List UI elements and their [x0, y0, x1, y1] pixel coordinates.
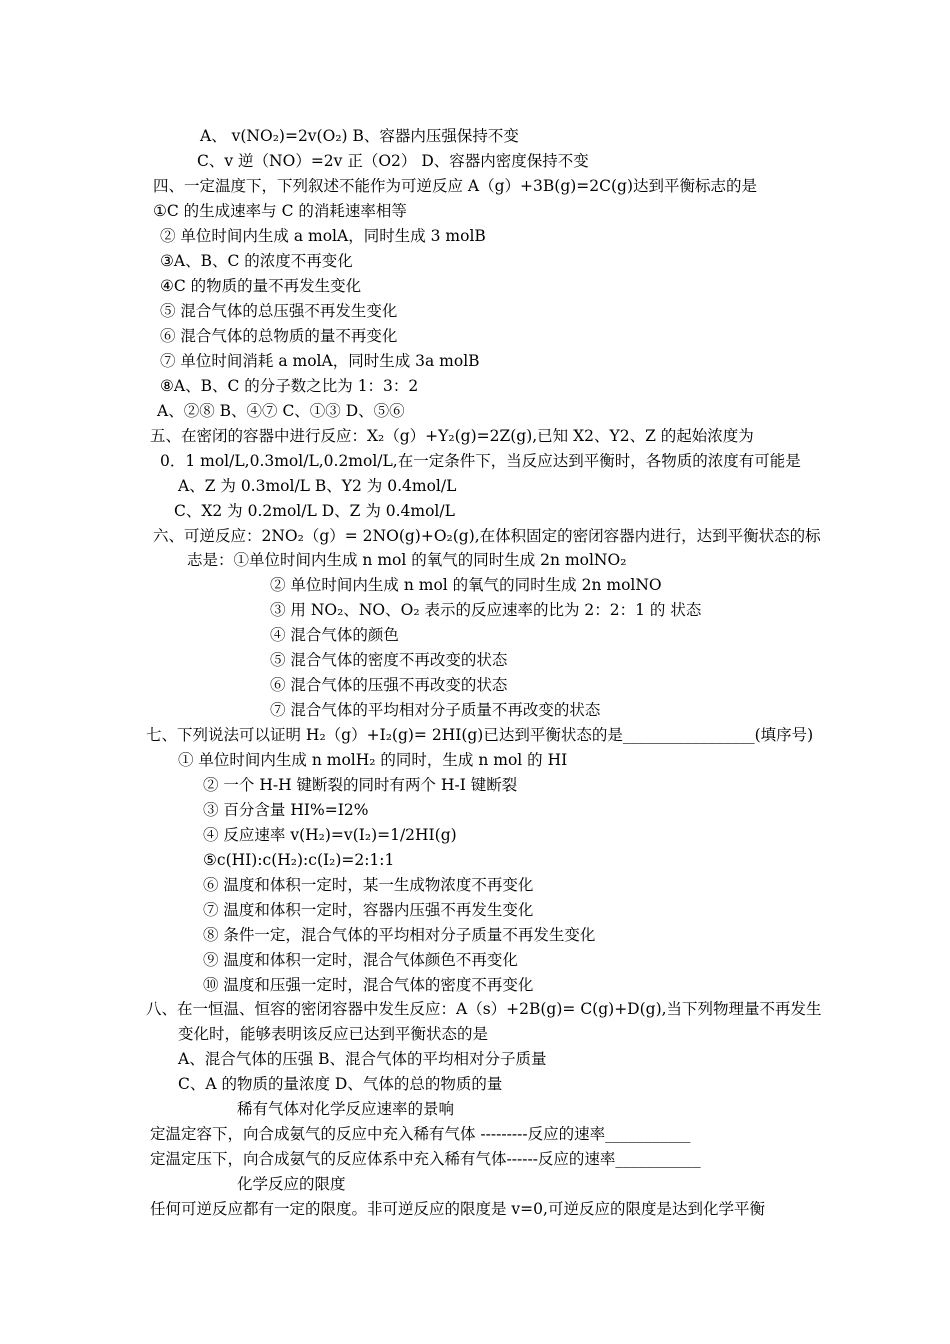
list-item: ③ 百分含量 HI%=I2%	[203, 801, 369, 819]
list-item: ⑤ 混合气体的总压强不再发生变化	[160, 302, 398, 320]
list-item: ⑧ 条件一定，混合气体的平均相对分子质量不再发生变化	[203, 926, 596, 944]
option-line: A、②⑧ B、④⑦ C、①③ D、⑤⑥	[157, 402, 405, 420]
list-item: ② 一个 H-H 键断裂的同时有两个 H-I 键断裂	[203, 776, 518, 794]
paragraph-line: 任何可逆反应都有一定的限度。非可逆反应的限度是 v=0,可逆反应的限度是达到化学平衡	[150, 1200, 765, 1218]
fill-in-line: 定温定压下，向合成氨气的反应体系中充入稀有气体------反应的速率___________	[150, 1150, 701, 1168]
list-item: ⑤c(HI):c(H₂):c(I₂)=2:1:1	[203, 851, 395, 869]
option-line: C、A 的物质的量浓度 D、气体的总的物质的量	[178, 1075, 503, 1093]
option-line: A、混合气体的压强 B、混合气体的平均相对分子质量	[178, 1050, 547, 1068]
question-5-heading: 五、在密闭的容器中进行反应：X₂（g）+Y₂(g)=2Z(g),已知 X2、Y2、Z 的起始浓度为	[150, 427, 754, 445]
list-item: ④C 的物质的量不再发生变化	[160, 277, 362, 295]
question-7-heading: 七、下列说法可以证明 H₂（g）+I₂(g)= 2HI(g)已达到平衡状态的是_________________(填序号)	[146, 726, 814, 744]
list-item: ③A、B、C 的浓度不再变化	[160, 252, 353, 270]
option-line: A、Z 为 0.3mol/L B、Y2 为 0.4mol/L	[178, 477, 457, 495]
list-item: ⑥ 温度和体积一定时，某一生成物浓度不再变化	[203, 876, 534, 894]
list-item: ⑨ 温度和体积一定时，混合气体颜色不再变化	[203, 951, 518, 969]
option-line: C、v 逆（NO）=2v 正（O2） D、容器内密度保持不变	[197, 152, 589, 170]
question-8-continuation: 变化时，能够表明该反应已达到平衡状态的是	[178, 1025, 489, 1043]
list-item: ⑤ 混合气体的密度不再改变的状态	[270, 651, 508, 669]
question-4-heading: 四、一定温度下，下列叙述不能作为可逆反应 A（g）+3B(g)=2C(g)达到平衡标志的是	[153, 177, 758, 195]
question-5-continuation: 0．1 mol/L,0.3mol/L,0.2mol/L,在一定条件下，当反应达到平衡时，各物质的浓度有可能是	[160, 452, 801, 470]
list-item: ①C 的生成速率与 C 的消耗速率相等	[153, 202, 407, 220]
list-item: ④ 混合气体的颜色	[270, 626, 399, 644]
list-item: ③ 用 NO₂、NO、O₂ 表示的反应速率的比为 2：2：1 的 状态	[270, 601, 702, 619]
option-line: C、X2 为 0.2mol/L D、Z 为 0.4mol/L	[174, 502, 455, 520]
list-item: ⑦ 温度和体积一定时，容器内压强不再发生变化	[203, 901, 534, 919]
list-item: ① 单位时间内生成 n molH₂ 的同时，生成 n mol 的 HI	[178, 751, 568, 769]
list-item: ② 单位时间内生成 n mol 的氧气的同时生成 2n molNO	[270, 576, 662, 594]
list-item: ⑦ 混合气体的平均相对分子质量不再改变的状态	[270, 701, 601, 719]
list-item: ④ 反应速率 v(H₂)=v(I₂)=1/2HI(g)	[203, 826, 457, 844]
section-title: 化学反应的限度	[237, 1175, 346, 1193]
list-item: ⑦ 单位时间消耗 a molA，同时生成 3a molB	[160, 352, 480, 370]
section-title: 稀有气体对化学反应速率的景响	[237, 1100, 455, 1118]
option-line: A、 v(NO₂)=2v(O₂) B、容器内压强保持不变	[200, 127, 519, 145]
list-item: ⑩ 温度和压强一定时，混合气体的密度不再变化	[203, 976, 534, 994]
question-8-heading: 八、在一恒温、恒容的密闭容器中发生反应：A（s）+2B(g)= C(g)+D(g),当下列物理量不再发生	[146, 1000, 822, 1018]
list-item: ⑧A、B、C 的分子数之比为 1：3：2	[160, 377, 419, 395]
fill-in-line: 定温定容下，向合成氨气的反应中充入稀有气体 ---------反应的速率___________	[150, 1125, 691, 1143]
question-6-continuation: 志是：①单位时间内生成 n mol 的氧气的同时生成 2n molNO₂	[187, 551, 627, 569]
list-item: ⑥ 混合气体的压强不再改变的状态	[270, 676, 508, 694]
list-item: ⑥ 混合气体的总物质的量不再变化	[160, 327, 398, 345]
question-6-heading: 六、可逆反应：2NO₂（g）= 2NO(g)+O₂(g),在体积固定的密闭容器内进行，达到平衡状态的标	[153, 527, 821, 545]
list-item: ② 单位时间内生成 a molA，同时生成 3 molB	[160, 227, 486, 245]
